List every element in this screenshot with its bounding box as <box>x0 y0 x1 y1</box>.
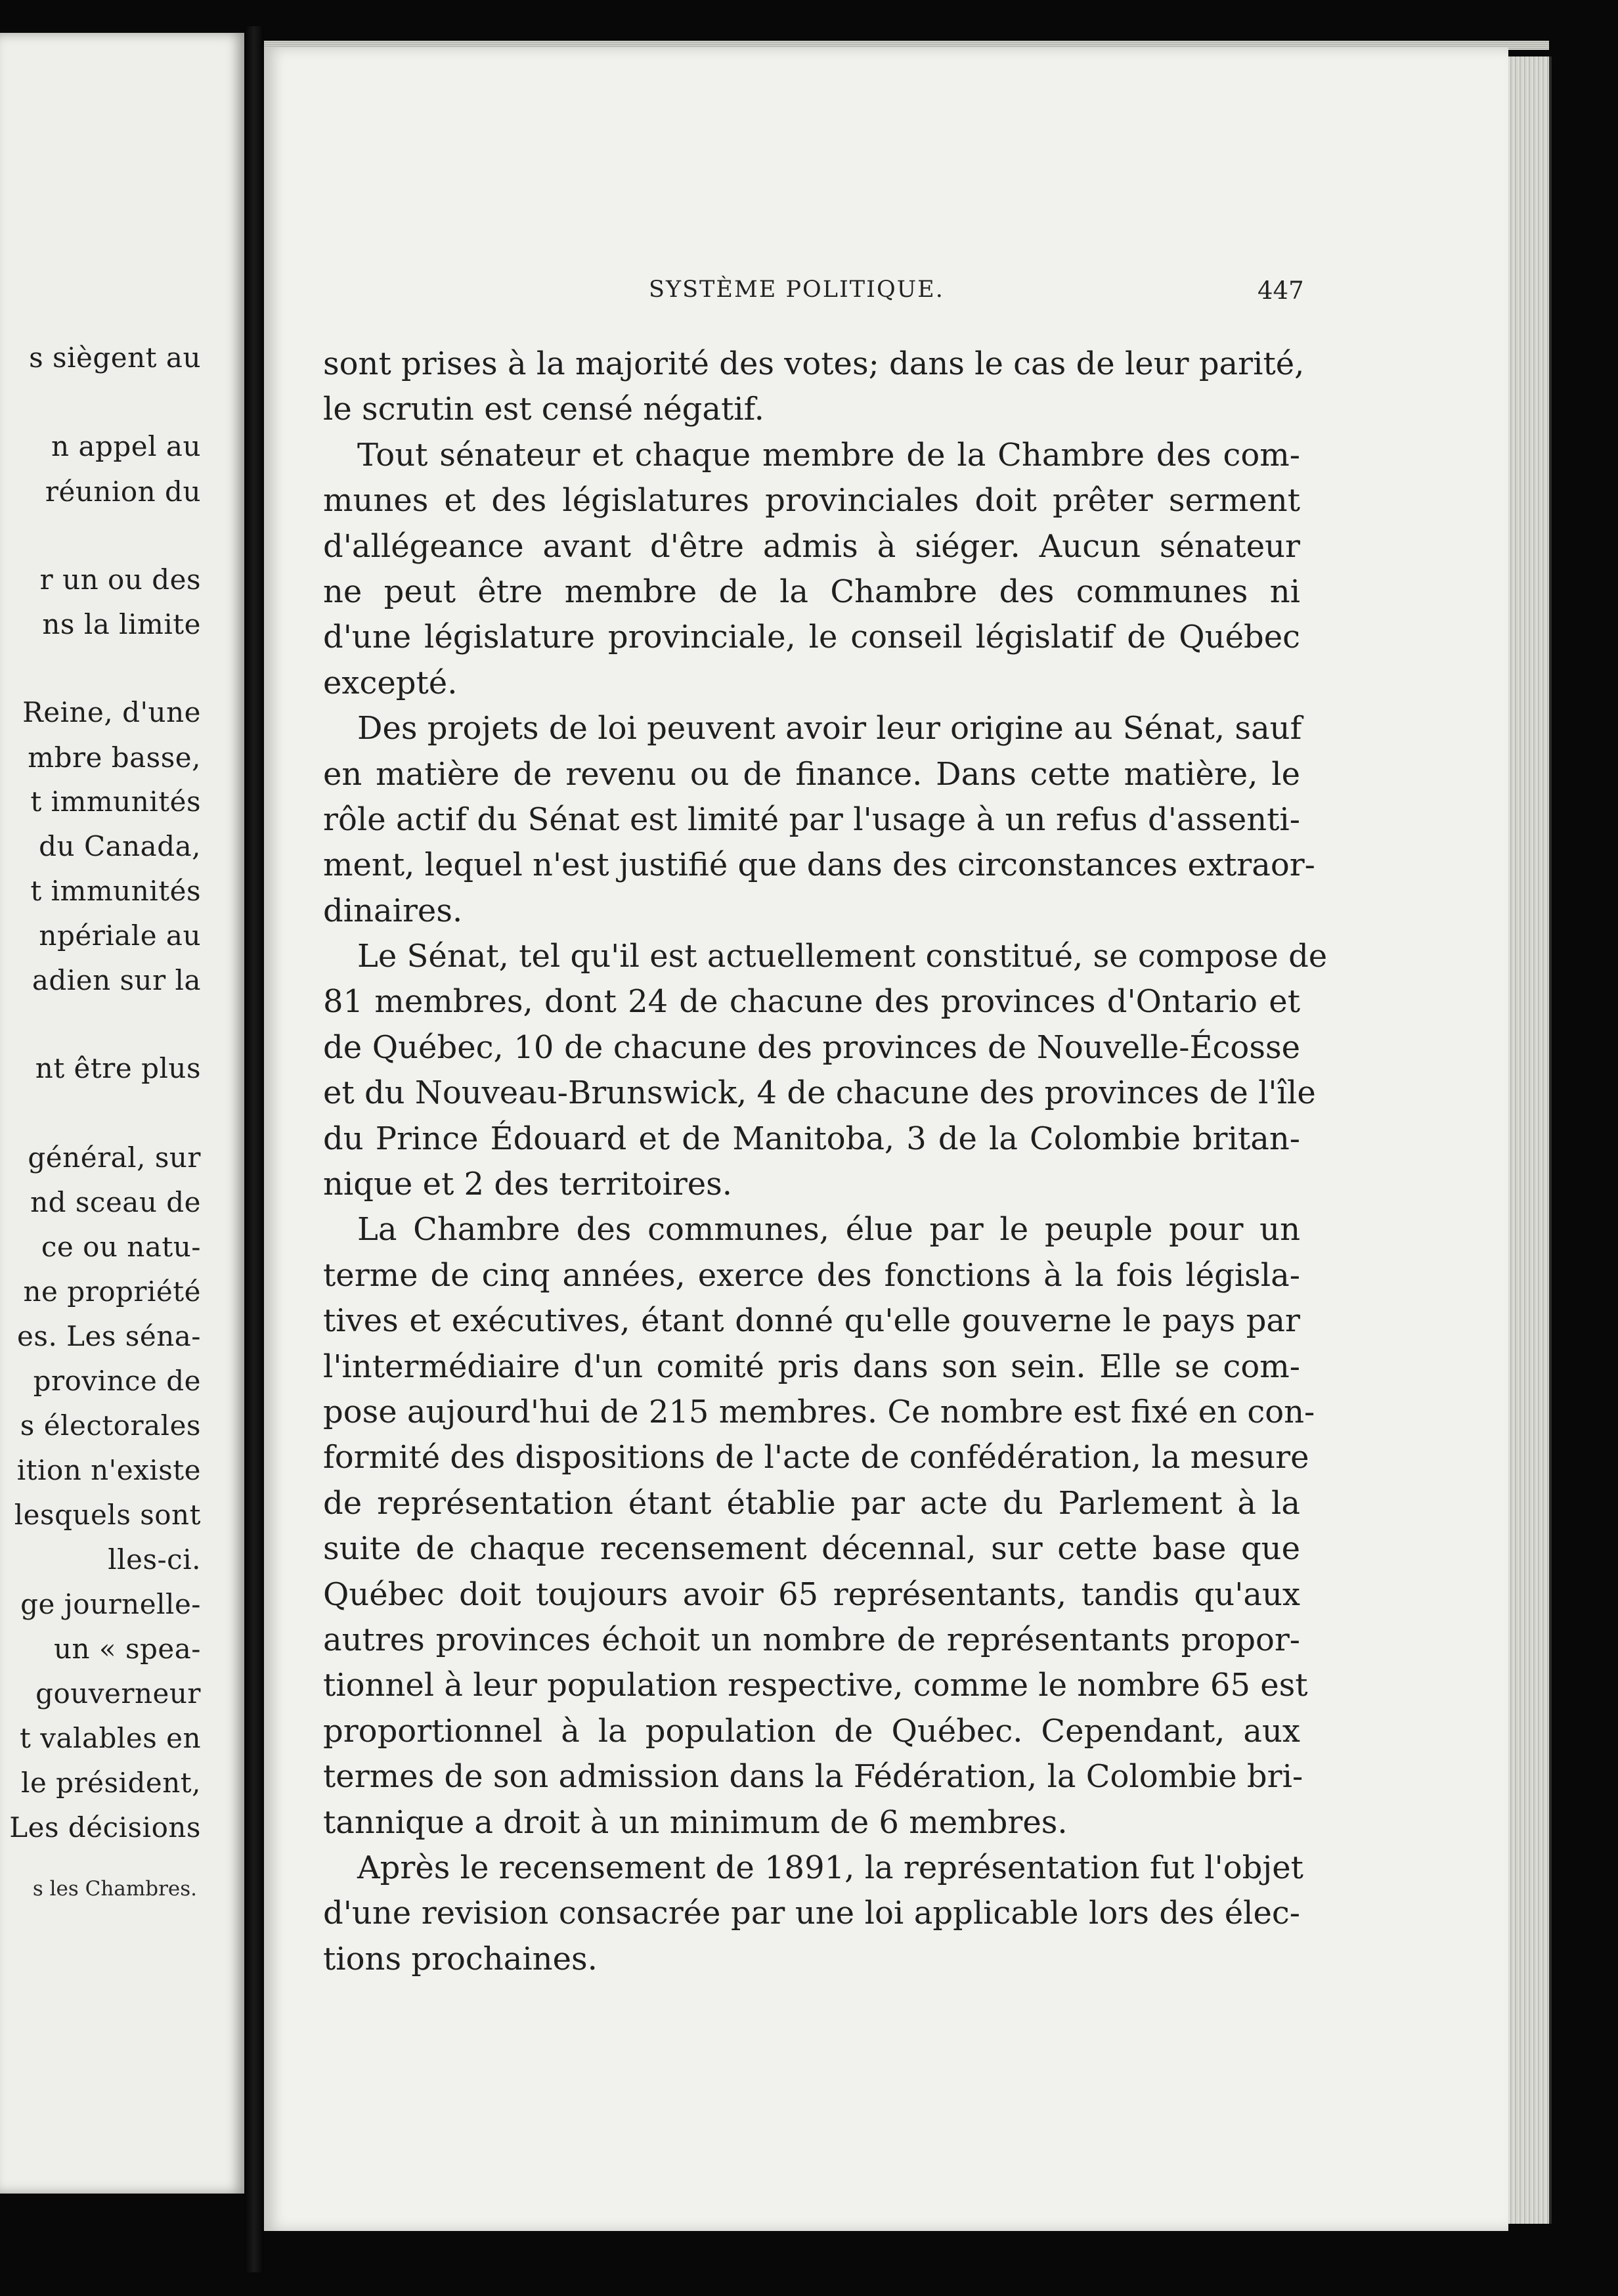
text-line: l'intermédiaire d'un comité pris dans son sein. Elle se com- <box>323 1348 1300 1385</box>
text-line: termes de son admission dans la Fédération, la Colombie bri- <box>323 1758 1303 1796</box>
text-line: Québec doit toujours avoir 65 représentants, tandis qu'aux <box>323 1576 1300 1613</box>
left-page-line: général, sur <box>28 1141 201 1174</box>
page-number: 447 <box>1257 276 1304 305</box>
text-line: tannique a droit à un minimum de 6 membres. <box>323 1803 1068 1841</box>
text-line: Des projets de loi peuvent avoir leur origine au Sénat, sauf <box>357 710 1302 747</box>
left-page-line: ge journelle- <box>20 1588 201 1620</box>
left-page-line: lles-ci. <box>108 1543 201 1576</box>
book-gutter <box>244 26 264 2272</box>
text-line: rôle actif du Sénat est limité par l'usage à un refus d'assenti- <box>323 801 1300 838</box>
left-page-line: nt être plus <box>35 1052 201 1084</box>
left-page-line: ns la limite <box>42 608 201 640</box>
left-page-line: ition n'existe <box>16 1454 201 1486</box>
left-page-line: adien sur la <box>32 964 201 996</box>
text-line: en matière de revenu ou de finance. Dans cette matière, le <box>323 755 1300 793</box>
text-line: ment, lequel n'est justifié que dans des circonstances extraor- <box>323 847 1315 884</box>
text-line: sont prises à la majorité des votes; dans le cas de leur parité, <box>323 345 1305 382</box>
left-page-line: nd sceau de <box>30 1186 201 1218</box>
text-line: tives et exécutives, étant donné qu'elle gouverne le pays par <box>323 1302 1300 1340</box>
text-line: de représentation étant établie par acte du Parlement à la <box>323 1484 1300 1522</box>
left-page-line: ne propriété <box>23 1275 201 1308</box>
text-line: d'une législature provinciale, le conseil législatif de Québec <box>323 619 1300 656</box>
left-page-fragment <box>0 33 244 2194</box>
text-line: d'allégeance avant d'être admis à siéger. Aucun sénateur <box>323 527 1300 565</box>
left-page-line: t immunités <box>30 875 201 907</box>
left-page-line: gouverneur <box>35 1677 201 1710</box>
text-line: du Prince Édouard et de Manitoba, 3 de la Colombie britan- <box>323 1120 1300 1157</box>
page-block-fore-edge <box>1508 56 1552 2224</box>
text-line: tionnel à leur population respective, comme le nombre 65 est <box>323 1667 1308 1704</box>
left-page-line: réunion du <box>45 475 201 508</box>
left-page-line: province de <box>33 1365 201 1397</box>
page-body <box>323 342 1328 1982</box>
left-page-line: n appel au <box>51 430 201 462</box>
left-page-line: npériale au <box>39 919 201 952</box>
left-page-line: ce ou natu- <box>41 1231 201 1263</box>
text-line: dinaires. <box>323 892 463 929</box>
text-line: Tout sénateur et chaque membre de la Chambre des com- <box>357 436 1300 474</box>
text-line: et du Nouveau-Brunswick, 4 de chacune des provinces de l'île <box>323 1074 1316 1112</box>
text-line: suite de chaque recensement décennal, sur cette base que <box>323 1530 1300 1568</box>
text-line: nique et 2 des territoires. <box>323 1166 733 1203</box>
left-page-line: Reine, d'une <box>22 696 201 728</box>
left-page-line: s électorales <box>20 1409 201 1442</box>
left-page-line: lesquels sont <box>14 1499 201 1531</box>
text-line: Après le recensement de 1891, la représentation fut l'objet <box>357 1849 1303 1886</box>
left-page-line: t valables en <box>20 1722 201 1754</box>
text-line: de Québec, 10 de chacune des provinces de Nouvelle-Écosse <box>323 1028 1300 1066</box>
text-line: le scrutin est censé négatif. <box>323 391 764 428</box>
left-page-line: du Canada, <box>39 830 201 862</box>
text-line: pose aujourd'hui de 215 membres. Ce nombre est fixé en con- <box>323 1393 1315 1430</box>
left-page-line: s siègent au <box>29 342 201 374</box>
left-page-line: r un ou des <box>39 563 201 596</box>
text-line: proportionnel à la population de Québec. Cependant, aux <box>323 1712 1300 1750</box>
left-page-line: le président, <box>21 1767 201 1799</box>
text-line: formité des dispositions de l'acte de confédération, la mesure <box>323 1439 1309 1476</box>
left-page-line: t immunités <box>30 785 201 818</box>
text-line: La Chambre des communes, élue par le peuple pour un <box>357 1211 1300 1248</box>
left-page-line: un « spea- <box>53 1633 201 1665</box>
text-line: terme de cinq années, exerce des fonctions à la fois législa- <box>323 1256 1300 1294</box>
text-line: tions prochaines. <box>323 1940 598 1977</box>
text-line: ne peut être membre de la Chambre des communes ni <box>323 573 1300 610</box>
text-line: munes et des législatures provinciales doit prêter serment <box>323 482 1300 519</box>
left-page-line: Les décisions <box>9 1811 201 1843</box>
text-line: Le Sénat, tel qu'il est actuellement constitué, se compose de <box>357 938 1328 975</box>
text-line: autres provinces échoit un nombre de représentants propor- <box>323 1621 1300 1658</box>
left-page-line: es. Les séna- <box>17 1320 201 1352</box>
text-line: d'une revision consacrée par une loi applicable lors des élec- <box>323 1895 1300 1932</box>
running-head: SYSTÈME POLITIQUE. <box>649 276 944 303</box>
text-line: 81 membres, dont 24 de chacune des provinces d'Ontario et <box>323 983 1300 1021</box>
left-page-footnote: s les Chambres. <box>32 1877 197 1901</box>
text-line: excepté. <box>323 664 458 701</box>
left-page-line: mbre basse, <box>28 741 201 774</box>
